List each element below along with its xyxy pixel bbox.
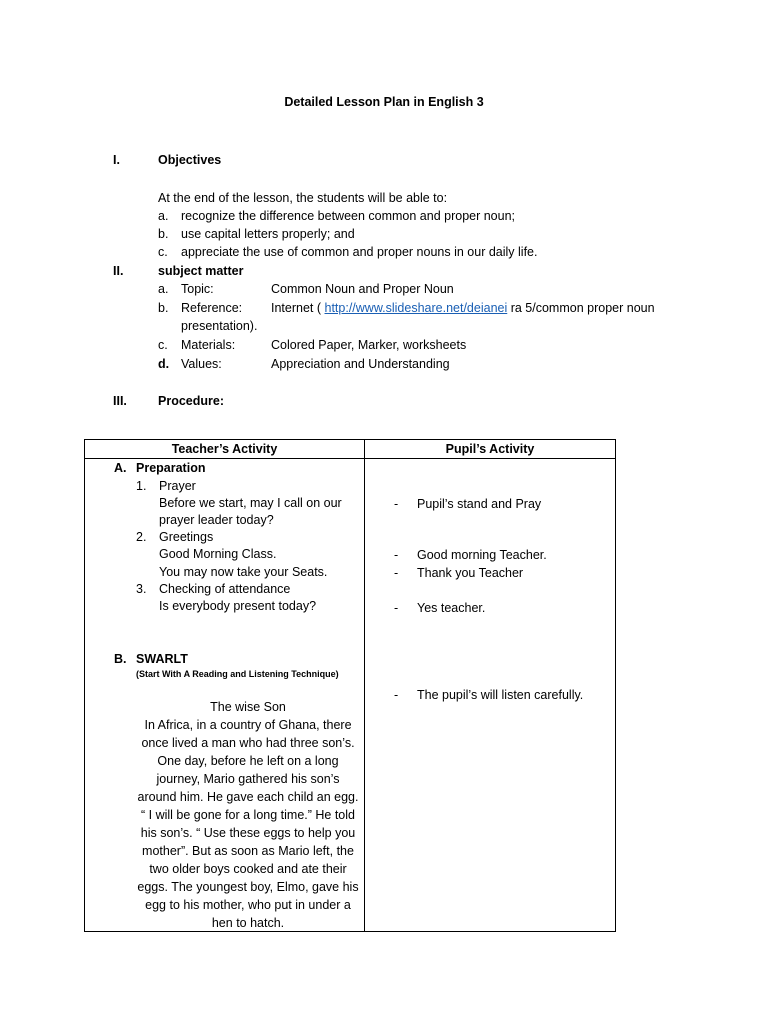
objective-item: use capital letters properly; and (181, 227, 355, 241)
story-line: “ I will be gone for a long time.” He told (141, 808, 355, 822)
list-marker: c. (158, 338, 168, 352)
pupil-response: Yes teacher. (417, 601, 486, 615)
step-marker: 2. (136, 530, 147, 544)
story-line: his son’s. “ Use these eggs to help you (140, 826, 356, 840)
step-line: Is everybody present today? (159, 599, 317, 613)
section-heading-subject-matter: subject matter (158, 264, 244, 278)
pupil-response: Pupil’s stand and Pray (417, 497, 542, 511)
subject-label: Reference: (181, 301, 243, 315)
story-line: One day, before he left on a long (157, 754, 339, 768)
reference-prefix: Internet ( (271, 301, 325, 315)
swarlt-heading: SWARLT (136, 652, 188, 666)
dash-bullet: - (394, 688, 399, 702)
reference-continuation: presentation). (181, 319, 258, 333)
step-title: Prayer (159, 479, 196, 493)
pupil-activity-cell (365, 459, 616, 932)
section-numeral: I. (113, 153, 120, 167)
subject-value: Colored Paper, Marker, worksheets (271, 338, 467, 352)
list-marker: a. (158, 282, 169, 296)
subject-value: Appreciation and Understanding (271, 357, 450, 371)
story-text (133, 698, 363, 932)
step-line: prayer leader today? (159, 513, 274, 527)
dash-bullet: - (394, 497, 399, 511)
reference-link[interactable]: http://www.slideshare.net/deianei (324, 301, 508, 315)
section-heading-objectives: Objectives (158, 153, 222, 167)
story-line: around him. He gave each child an egg. (137, 790, 359, 804)
part-marker: B. (114, 652, 127, 666)
story-line: eggs. The youngest boy, Elmo, gave his (137, 880, 359, 894)
activity-table (84, 439, 616, 932)
list-marker: c. (158, 245, 168, 259)
swarlt-subheading: (Start With A Reading and Listening Technique) (136, 669, 339, 679)
table-header-row (85, 440, 616, 459)
teacher-activity-cell (85, 459, 365, 932)
list-marker: b. (158, 227, 169, 241)
story-line: two older boys cooked and ate their (149, 862, 347, 876)
teacher-activity-header: Teacher’s Activity (85, 440, 365, 459)
part-marker: A. (114, 461, 127, 475)
dash-bullet: - (394, 566, 399, 580)
section-numeral: III. (113, 394, 127, 408)
pupil-activity-header: Pupil’s Activity (365, 440, 616, 459)
story-line: once lived a man who had three son’s. (141, 736, 355, 750)
reference-value (271, 299, 655, 317)
story-line: journey, Mario gathered his son’s (156, 772, 340, 786)
story-line: egg to his mother, who put in under a (145, 898, 351, 912)
preparation-heading: Preparation (136, 461, 206, 475)
pupil-response: Thank you Teacher (417, 566, 524, 580)
story-line: mother”. But as soon as Mario left, the (142, 844, 354, 858)
dash-bullet: - (394, 601, 399, 615)
section-numeral: II. (113, 264, 124, 278)
story-title: The wise Son (210, 700, 286, 714)
section-heading-procedure: Procedure: (158, 394, 224, 408)
pupil-response: Good morning Teacher. (417, 548, 547, 562)
dash-bullet: - (394, 548, 399, 562)
step-title: Checking of attendance (159, 582, 291, 596)
step-marker: 3. (136, 582, 147, 596)
step-line: Before we start, may I call on our (159, 496, 342, 510)
step-marker: 1. (136, 479, 147, 493)
story-line: hen to hatch. (211, 916, 285, 930)
objective-item: recognize the difference between common and proper noun; (181, 209, 516, 223)
objective-item: appreciate the use of common and proper nouns in our daily life. (181, 245, 538, 259)
step-title: Greetings (159, 530, 214, 544)
subject-label: Values: (181, 357, 222, 371)
objectives-intro: At the end of the lesson, the students will be able to: (158, 191, 448, 205)
step-line: Good Morning Class. (159, 547, 277, 561)
list-marker: d. (158, 357, 170, 371)
subject-label: Materials: (181, 338, 236, 352)
list-marker: a. (158, 209, 169, 223)
pupil-response: The pupil’s will listen carefully. (417, 688, 584, 702)
page-title: Detailed Lesson Plan in English 3 (284, 95, 484, 109)
story-line: In Africa, in a country of Ghana, there (144, 718, 352, 732)
subject-value: Common Noun and Proper Noun (271, 282, 454, 296)
reference-suffix: ra 5/common proper noun (507, 301, 655, 315)
list-marker: b. (158, 301, 169, 315)
table-row (85, 459, 616, 932)
subject-label: Topic: (181, 282, 214, 296)
step-line: You may now take your Seats. (159, 565, 328, 579)
